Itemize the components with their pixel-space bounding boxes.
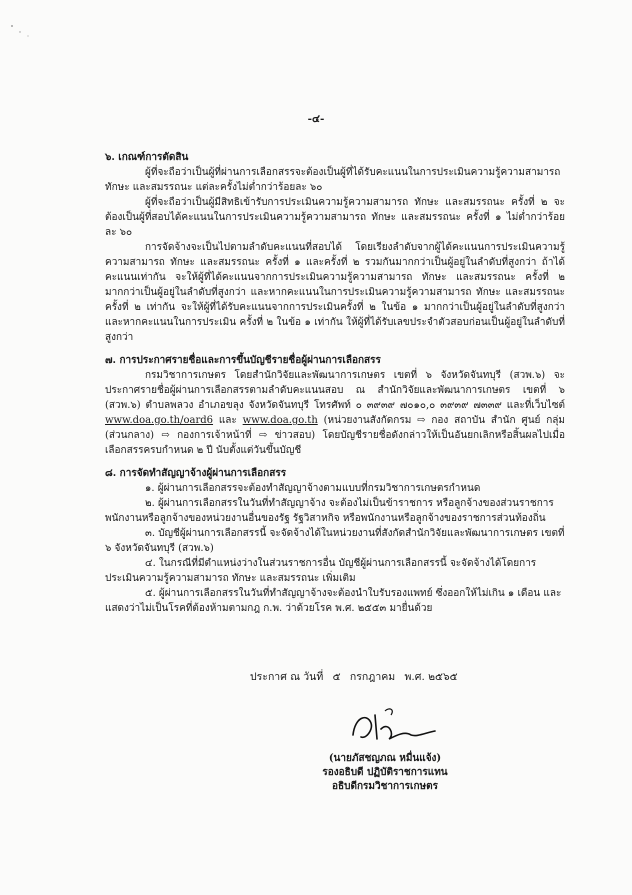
section-6-paragraph-3: การจัดจ้างจะเป็นไปตามลำดับคะแนนที่สอบได้ โดยเรียงลำดับจากผู้ได้คะแนนการประเมินความรู้ความสามารถ ทักษะ และสมรรถนะ ครั้งที่ ๑ และครั้งที่ ๒ รวมกันมากกว่าเป็นผู้อยู่ในลำดับที่สูงกว่า ถ้าได้คะแนนเท่ากัน จะให้ผู้ที่ได้คะแนนจากการประเมินความรู้ความสามารถ ทักษะ และสมรรถนะ ครั้งที่ ๒ มากกว่าเป็นผู้อยู่ในลำดับที่สูงกว่า และหากคะแนนในการประเมินความรู้ความสามารถ ทักษะ และสมรรถนะ ครั้งที่ ๒ เท่ากัน จะให้ผู้ที่ได้รับคะแนนจากการประเมินครั้งที่ ๒ ในข้อ ๑ มากกว่าเป็นผู้อยู่ในลำดับที่สูงกว่า และหากคะแนนในการประเมิน ครั้งที่ ๒ ในข้อ ๑ เท่ากัน ให้ผู้ที่ได้รับเลขประจำตัวสอบก่อนเป็นผู้อยู่ในลำดับที่สูงกว่า <box>105 242 565 343</box>
section-6-paragraph-2: ผู้ที่จะถือว่าเป็นผู้มีสิทธิเข้ารับการประเมินความรู้ความสามารถ ทักษะ และสมรรถนะ ครั้งที่ ๒ จะต้องเป็นผู้ที่สอบได้คะแนนในการประเมินความรู้ความสามารถ ทักษะ และสมรรถนะ ครั้งที่ ๑ ไม่ต่ำกว่าร้อยละ ๖๐ <box>105 197 565 238</box>
page-number: -๔- <box>307 113 325 125</box>
and-text: และ <box>213 415 243 426</box>
section-7-paragraph <box>105 368 565 458</box>
announcement-day: ๕ <box>332 671 341 683</box>
section-7-heading: ๗. การประกาศรายชื่อและการขึ้นบัญชีรายชื่อผู้ผ่านการเลือกสรร <box>105 355 381 366</box>
signer-title-1: รองอธิบดี ปฏิบัติราชการแทน <box>322 767 448 778</box>
section-7-text-b: (หน่วยงานสังกัดกรม ⇨ กอง สถาบัน สำนัก ศูนย์ กลุ่ม (ส่วนกลาง) ⇨ กองการเจ้าหน้าที่ ⇨ ข่าวสอบ) โดยบัญชีรายชื่อดังกล่าวให้เป็นอันยกเลิกหรือสิ้นผลไปเมื่อเลือกสรรครบกำหนด ๒ ปี นับตั้งแต่วันขึ้นบัญชี <box>105 415 565 456</box>
signer-title-2: อธิบดีกรมวิชาการเกษตร <box>332 781 438 792</box>
section-8-item-3: ๓. บัญชีผู้ผ่านการเลือกสรรนี้ จะจัดจ้างได้ในหน่วยงานที่สังกัดสำนักวิจัยและพัฒนาการเกษตร เขตที่ ๖ จังหวัดจันทบุรี (สวพ.๖) <box>105 528 565 554</box>
announcement-label: ประกาศ ณ วันที่ <box>250 671 324 683</box>
signer-block <box>300 752 470 794</box>
section-8-heading: ๘. การจัดทำสัญญาจ้างผู้ผ่านการเลือกสรร <box>105 468 287 479</box>
section-8-item-5: ๕. ผู้ผ่านการเลือกสรรในวันที่ทำสัญญาจ้างจะต้องนำใบรับรองแพทย์ ซึ่งออกให้ไม่เกิน ๑ เดือน และแสดงว่าไม่เป็นโรคที่ต้องห้ามตามกฎ ก.พ. ว่าด้วยโรค พ.ศ. ๒๕๕๓ มายื่นด้วย <box>105 588 562 614</box>
doa-link[interactable]: www.doa.go.th <box>242 415 318 426</box>
signature <box>345 705 440 750</box>
announcement-date <box>250 668 464 685</box>
section-8-item-2: ๒. ผู้ผ่านการเลือกสรรในวันที่ทำสัญญาจ้าง จะต้องไม่เป็นข้าราชการ หรือลูกจ้างของส่วนราชการ พนักงานหรือลูกจ้างของหน่วยงานอื่นของรัฐ รัฐวิสาหกิจ หรือพนักงานหรือลูกจ้างของราชการส่วนท้องถิ่น <box>105 498 554 524</box>
announcement-month: กรกฎาคม <box>349 671 396 683</box>
section-6-paragraph-1: ผู้ที่จะถือว่าเป็นผู้ที่ผ่านการเลือกสรรจะต้องเป็นผู้ที่ได้รับคะแนนในการประเมินความรู้ความสามารถ ทักษะ และสมรรถนะ แต่ละครั้งไม่ต่ำกว่าร้อยละ ๖๐ <box>105 167 561 193</box>
document-body <box>105 150 565 616</box>
section-7-text-a: กรมวิชาการเกษตร โดยสำนักวิจัยและพัฒนาการเกษตร เขตที่ ๖ จังหวัดจันทบุรี (สวพ.๖) จะประกาศรายชื่อผู้ผ่านการเลือกสรรตามลำดับคะแนนสอบ ณ สำนักวิจัยและพัฒนาการเกษตร เขตที่ ๖ (สวพ.๖) ตำบลพลวง อำเภอขลุง จังหวัดจันทบุรี โทรศัพท์ ๐ ๓๙๓๙ ๗๐๑๐,๐ ๓๙๓๙ ๗๓๓๙ และที่เว็บไซต์ <box>105 370 565 411</box>
oard6-link[interactable]: www.doa.go.th/oard6 <box>105 415 214 426</box>
section-8-item-4: ๔. ในกรณีที่มีตำแหน่งว่างในส่วนราชการอื่น บัญชีผู้ผ่านการเลือกสรรนี้ จะจัดจ้างได้โดยการประเมินความรู้ความสามารถ ทักษะ และสมรรถนะ เพิ่มเติม <box>105 558 537 584</box>
scan-specks <box>6 20 46 60</box>
signer-name: (นายภัสชญภณ หมื่นแจ้ง) <box>328 753 442 764</box>
section-8-item-1: ๑. ผู้ผ่านการเลือกสรรจะต้องทำสัญญาจ้างตามแบบที่กรมวิชาการเกษตรกำหนด <box>145 483 481 494</box>
announcement-year: พ.ศ. ๒๕๖๕ <box>404 671 458 683</box>
section-6-heading: ๖. เกณฑ์การตัดสิน <box>105 152 189 163</box>
